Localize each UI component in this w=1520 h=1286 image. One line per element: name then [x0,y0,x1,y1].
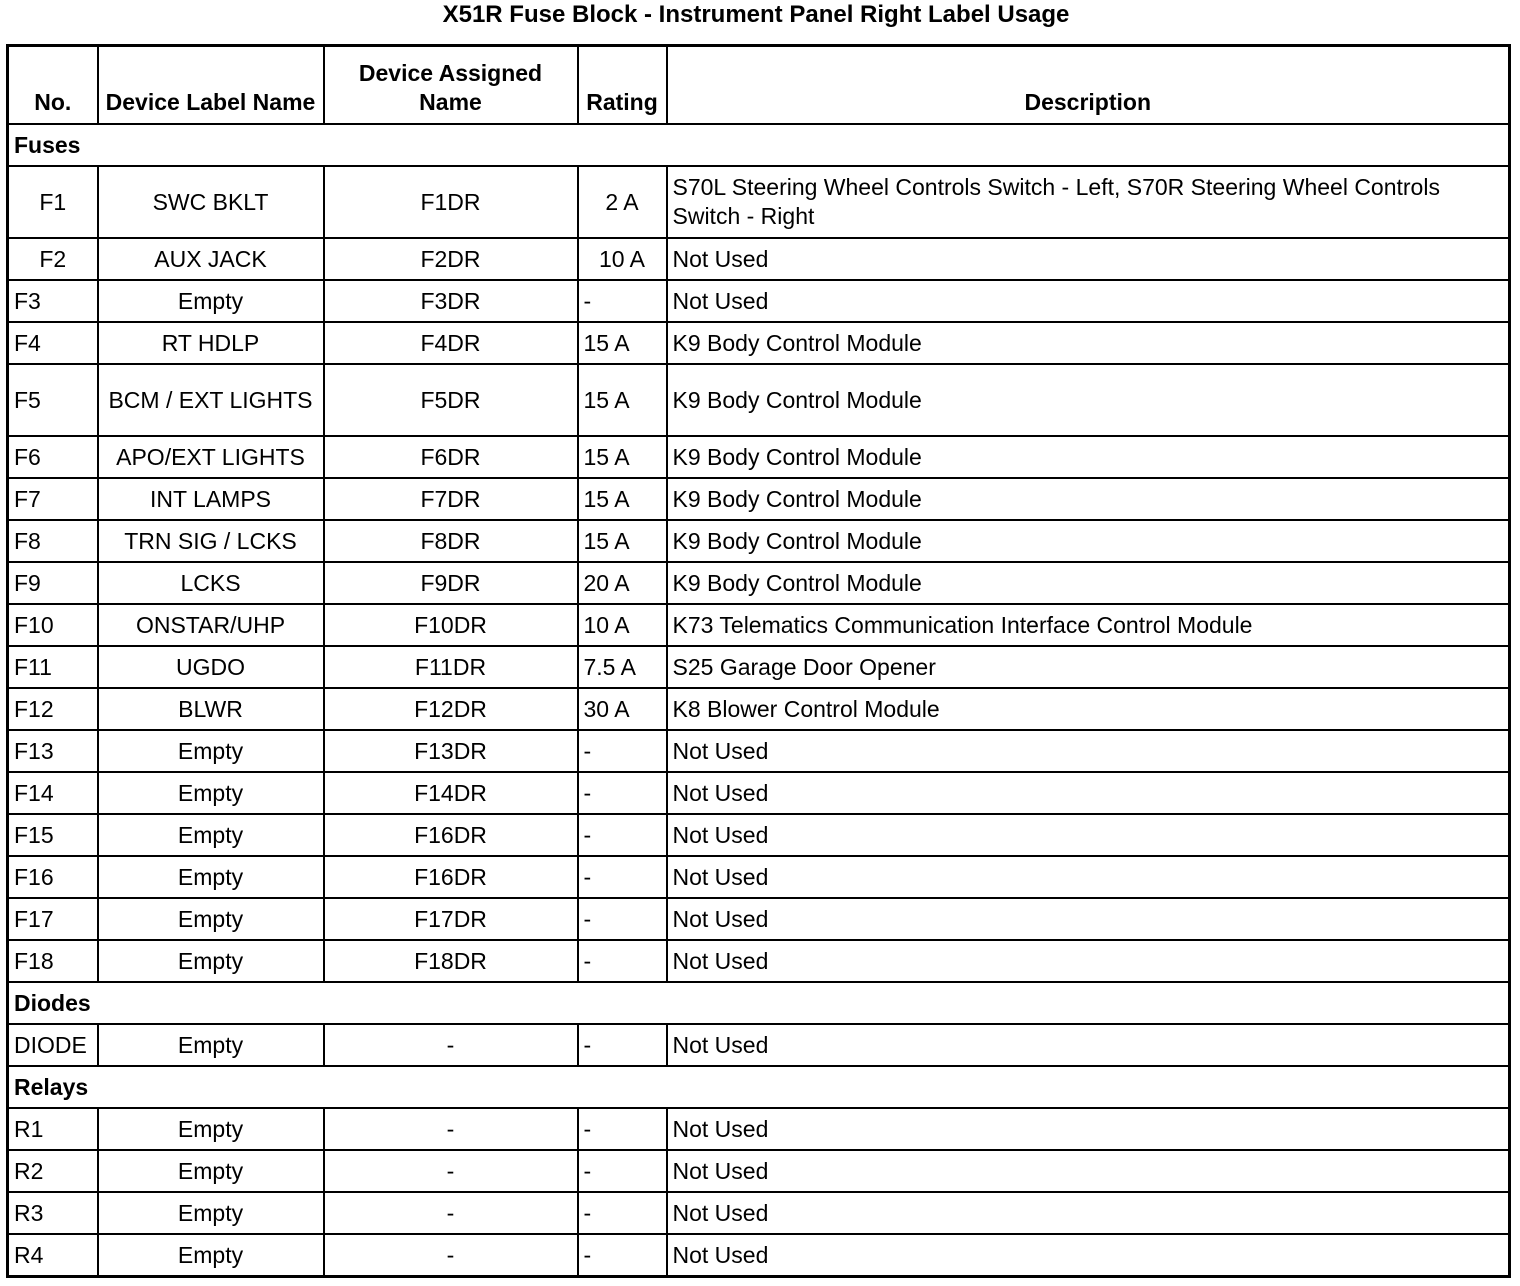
cell-rating: 30 A [578,688,667,730]
cell-description: Not Used [667,856,1510,898]
cell-device-assigned-name: F1DR [324,166,578,238]
cell-description: Not Used [667,898,1510,940]
cell-no: F10 [8,604,98,646]
cell-device-label-name: LCKS [98,562,324,604]
cell-device-assigned-name: F7DR [324,478,578,520]
cell-device-label-name: ONSTAR/UHP [98,604,324,646]
table-row [8,562,1510,604]
fuse-usage-table [6,44,1511,1278]
cell-description: K9 Body Control Module [667,436,1510,478]
cell-device-assigned-name: F16DR [324,814,578,856]
cell-no: F5 [8,364,98,436]
cell-rating: 15 A [578,520,667,562]
cell-no: F12 [8,688,98,730]
cell-device-label-name: Empty [98,1234,324,1277]
cell-rating: - [578,814,667,856]
cell-device-assigned-name: - [324,1108,578,1150]
table-row [8,238,1510,280]
cell-device-assigned-name: - [324,1150,578,1192]
cell-rating: 15 A [578,322,667,364]
cell-description: S25 Garage Door Opener [667,646,1510,688]
cell-device-assigned-name: F10DR [324,604,578,646]
table-row [8,1192,1510,1234]
cell-no: F15 [8,814,98,856]
cell-rating: 2 A [578,166,667,238]
cell-device-label-name: Empty [98,814,324,856]
table-row [8,166,1510,238]
cell-description: K9 Body Control Module [667,520,1510,562]
cell-rating: - [578,940,667,982]
cell-no: F3 [8,280,98,322]
table-row [8,814,1510,856]
table-row [8,1024,1510,1066]
column-header-device-label-name: Device Label Name [98,46,324,125]
cell-no: F2 [8,238,98,280]
cell-rating: - [578,730,667,772]
table-row [8,322,1510,364]
cell-rating: - [578,1234,667,1277]
cell-description: Not Used [667,1024,1510,1066]
cell-device-assigned-name: - [324,1192,578,1234]
cell-device-label-name: Empty [98,1150,324,1192]
section-row-relays [8,1066,1510,1108]
cell-description: K9 Body Control Module [667,364,1510,436]
cell-no: F13 [8,730,98,772]
cell-no: F18 [8,940,98,982]
cell-rating: 15 A [578,436,667,478]
cell-no: F7 [8,478,98,520]
table-row [8,1234,1510,1277]
cell-device-label-name: Empty [98,772,324,814]
table-row [8,898,1510,940]
cell-rating: 15 A [578,478,667,520]
cell-no: R3 [8,1192,98,1234]
cell-no: F6 [8,436,98,478]
cell-device-assigned-name: F13DR [324,730,578,772]
cell-device-label-name: BCM / EXT LIGHTS [98,364,324,436]
cell-description: K9 Body Control Module [667,322,1510,364]
cell-device-assigned-name: F17DR [324,898,578,940]
column-header-no: No. [8,46,98,125]
cell-device-assigned-name: F11DR [324,646,578,688]
table-row [8,520,1510,562]
cell-device-assigned-name: F3DR [324,280,578,322]
section-row-diodes [8,982,1510,1024]
cell-rating: - [578,1108,667,1150]
cell-rating: - [578,1150,667,1192]
cell-no: F16 [8,856,98,898]
cell-rating: - [578,1024,667,1066]
table-row [8,436,1510,478]
cell-rating: - [578,856,667,898]
cell-device-label-name: INT LAMPS [98,478,324,520]
cell-device-assigned-name: F4DR [324,322,578,364]
cell-no: F4 [8,322,98,364]
table-row [8,772,1510,814]
cell-device-label-name: Empty [98,280,324,322]
cell-rating: 10 A [578,604,667,646]
cell-device-label-name: TRN SIG / LCKS [98,520,324,562]
cell-rating: 10 A [578,238,667,280]
cell-device-label-name: Empty [98,1192,324,1234]
section-row-fuses [8,124,1510,166]
table-body [8,124,1510,1277]
cell-no: R2 [8,1150,98,1192]
cell-device-label-name: UGDO [98,646,324,688]
cell-device-label-name: Empty [98,1108,324,1150]
cell-rating: - [578,898,667,940]
cell-device-assigned-name: - [324,1024,578,1066]
cell-description: K73 Telematics Communication Interface Control Module [667,604,1510,646]
cell-rating: 15 A [578,364,667,436]
cell-device-assigned-name: - [324,1234,578,1277]
cell-description: K9 Body Control Module [667,478,1510,520]
cell-description: Not Used [667,1108,1510,1150]
cell-rating: - [578,772,667,814]
cell-device-label-name: Empty [98,940,324,982]
cell-description: K8 Blower Control Module [667,688,1510,730]
section-heading: Relays [8,1066,1510,1108]
cell-device-label-name: Empty [98,856,324,898]
cell-no: F1 [8,166,98,238]
cell-device-assigned-name: F16DR [324,856,578,898]
cell-description: Not Used [667,1192,1510,1234]
cell-no: DIODE [8,1024,98,1066]
table-row [8,856,1510,898]
cell-description: Not Used [667,940,1510,982]
table-row [8,478,1510,520]
cell-device-assigned-name: F12DR [324,688,578,730]
cell-description: Not Used [667,814,1510,856]
cell-device-assigned-name: F2DR [324,238,578,280]
cell-device-assigned-name: F5DR [324,364,578,436]
cell-device-assigned-name: F9DR [324,562,578,604]
cell-description: Not Used [667,772,1510,814]
table-row [8,604,1510,646]
cell-device-assigned-name: F6DR [324,436,578,478]
table-row [8,1108,1510,1150]
cell-device-assigned-name: F8DR [324,520,578,562]
page-title: X51R Fuse Block - Instrument Panel Right Label Usage [442,1,1070,28]
table-row [8,940,1510,982]
cell-description: Not Used [667,280,1510,322]
cell-description: Not Used [667,238,1510,280]
cell-rating: 20 A [578,562,667,604]
cell-device-label-name: APO/EXT LIGHTS [98,436,324,478]
cell-rating: 7.5 A [578,646,667,688]
cell-description: K9 Body Control Module [667,562,1510,604]
cell-device-label-name: Empty [98,898,324,940]
column-header-device-assigned-name: Device Assigned Name [324,46,578,125]
cell-device-label-name: AUX JACK [98,238,324,280]
table-row [8,646,1510,688]
table-header-row [8,46,1510,125]
table-row [8,280,1510,322]
cell-device-label-name: BLWR [98,688,324,730]
table-row [8,688,1510,730]
cell-no: R1 [8,1108,98,1150]
cell-rating: - [578,1192,667,1234]
table-row [8,364,1510,436]
cell-description: Not Used [667,1234,1510,1277]
cell-rating: - [578,280,667,322]
column-header-rating: Rating [578,46,667,125]
cell-no: F14 [8,772,98,814]
cell-device-assigned-name: F18DR [324,940,578,982]
cell-description: Not Used [667,730,1510,772]
cell-device-label-name: SWC BKLT [98,166,324,238]
section-heading: Fuses [8,124,1510,166]
cell-no: F17 [8,898,98,940]
cell-no: F8 [8,520,98,562]
section-heading: Diodes [8,982,1510,1024]
cell-device-assigned-name: F14DR [324,772,578,814]
cell-device-label-name: Empty [98,730,324,772]
cell-device-label-name: Empty [98,1024,324,1066]
cell-no: F9 [8,562,98,604]
column-header-description: Description [667,46,1510,125]
cell-no: F11 [8,646,98,688]
cell-description: Not Used [667,1150,1510,1192]
cell-device-label-name: RT HDLP [98,322,324,364]
cell-no: R4 [8,1234,98,1277]
table-row [8,1150,1510,1192]
table-row [8,730,1510,772]
cell-description: S70L Steering Wheel Controls Switch - Left, S70R Steering Wheel Controls Switch - Right [667,166,1510,238]
